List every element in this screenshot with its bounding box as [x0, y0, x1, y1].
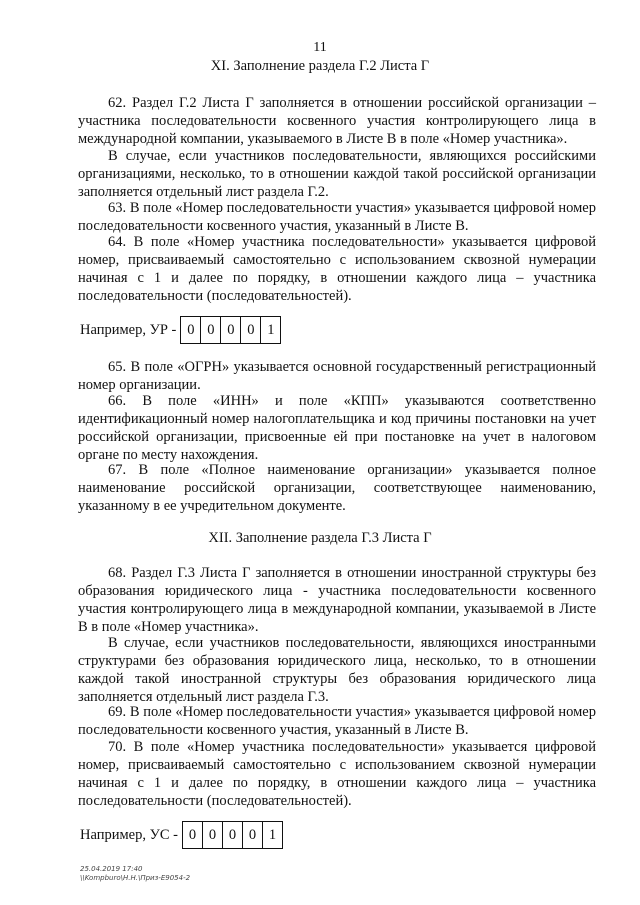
paragraph-63: 63. В поле «Номер последовательности участия» указывается цифровой номер последовательности косвенного участия, указанный в Листе В.: [78, 200, 596, 234]
digit-cell: 0: [183, 822, 203, 848]
section-heading-xi: XI. Заполнение раздела Г.2 Листа Г: [210, 58, 430, 74]
digit-cell: 0: [201, 317, 221, 343]
paragraph-62: 62. Раздел Г.2 Листа Г заполняется в отношении российской организации – участника последовательности косвенного участия контролирующего лица в международной компании, указываемого в Листе В в поле «Номер участника».: [78, 95, 596, 147]
digit-cell: 0: [223, 822, 243, 848]
document-footer: [80, 865, 190, 883]
example-us: [80, 821, 283, 849]
digit-cell: 1: [268, 827, 277, 843]
footer-timestamp: 25.04.2019 17:40: [80, 865, 143, 873]
example-ur: [80, 316, 281, 344]
digit-cell: 0: [221, 317, 241, 343]
page-number: 11: [313, 40, 327, 55]
example-us-label: Например, УС -: [80, 826, 178, 843]
example-ur-cells: [180, 316, 281, 344]
example-us-cells: [182, 821, 283, 849]
paragraph-67: 67. В поле «Полное наименование организации» указывается полное наименование российской организации, соответствующее наименованию, указанному в ее учредительном документе.: [78, 462, 596, 514]
paragraph-62-continued: В случае, если участников последовательности, являющихся российскими организациями, несколько, то в отношении каждой такой российской организации заполняется отдельный лист раздела Г.2.: [78, 148, 596, 200]
paragraph-64: 64. В поле «Номер участника последовательности» указывается цифровой номер, присваиваемый самостоятельно с использованием сквозной нумерации начиная с 1 и далее по порядку, в отношении каждого лица – участника последовательности (последовательностей).: [78, 234, 596, 304]
paragraph-68: 68. Раздел Г.3 Листа Г заполняется в отношении иностранной структуры без образования юридического лица - участника последовательности косвенного участия контролирующего лица в международной компании, указываемой в Листе В в поле «Номер участника».: [78, 565, 596, 635]
example-ur-label: Например, УР -: [80, 321, 177, 338]
digit-cell: 0: [241, 317, 261, 343]
digit-cell: 1: [267, 322, 275, 338]
digit-cell: 0: [243, 822, 263, 848]
digit-cell: 0: [181, 317, 201, 343]
paragraph-69: 69. В поле «Номер последовательности участия» указывается цифровой номер последовательности косвенного участия, указанный в Листе В.: [78, 704, 596, 738]
paragraph-66: 66. В поле «ИНН» и поле «КПП» указываются соответственно идентификационный номер налогоплательщика и код причины постановки на учет российской организации, присвоенные ей при постановке на учет в налоговом органе по месту нахождения.: [78, 393, 596, 463]
paragraph-70: 70. В поле «Номер участника последовательности» указывается цифровой номер, присваиваемый самостоятельно с использованием сквозной нумерации начиная с 1 и далее по порядку, в отношении каждого лица – участника последовательности (последовательностей).: [78, 739, 596, 809]
paragraph-68-continued: В случае, если участников последовательности, являющихся иностранными структурами без образования юридического лица, несколько, то в отношении каждой такой иностранной структуры без образования юридического лица заполняется отдельный лист раздела Г.3.: [78, 635, 596, 705]
section-heading-xii: XII. Заполнение раздела Г.3 Листа Г: [208, 530, 432, 546]
digit-cell: 0: [203, 822, 223, 848]
footer-file-path: \\Kompburo\Н.Н.\Приз-Е9054-2: [80, 874, 191, 882]
paragraph-65: 65. В поле «ОГРН» указывается основной государственный регистрационный номер организации.: [78, 359, 596, 393]
